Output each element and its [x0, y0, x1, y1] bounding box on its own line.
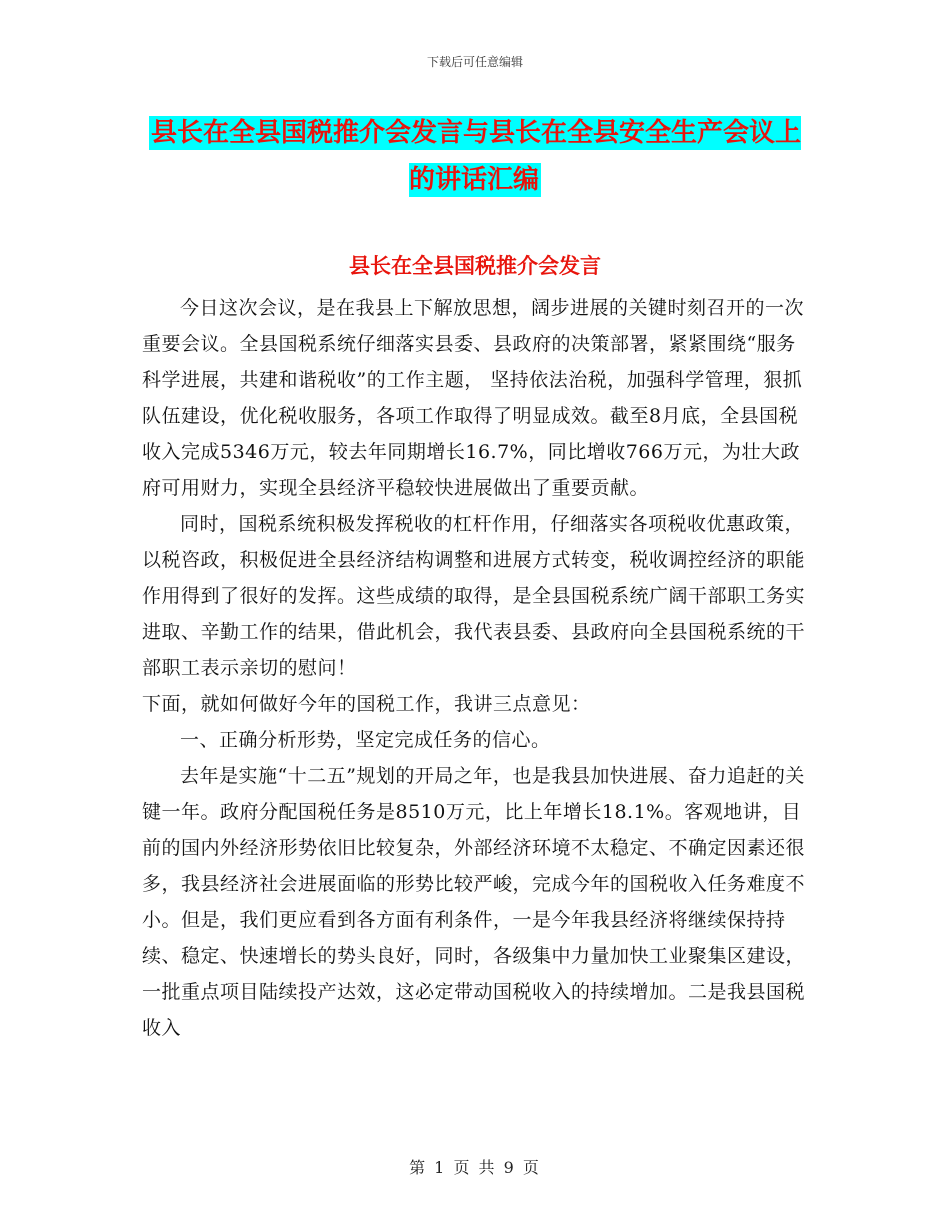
section-heading: 一、正确分析形势，坚定完成任务的信心。 [180, 729, 551, 751]
paragraph: 去年是实施“十二五”规划的开局之年，也是我县加快进展、奋力追赶的关键一年。政府分配国税任务是8510万元，比上年增长18.1%。客观地讲，目前的国内外经济形势依旧比较复杂，外部经济环境不太稳定、不确定因素还很多，我县经济社会进展面临的形势比较严峻，完成今年的国税收入任务难度不小。但是，我们更应看到各方面有利条件，一是今年我县经济将继续保持持续、稳定、快速增长的势头良好，同时，各级集中力量加快工业聚集区建设，一批重点项目陆续投产达效，这必定带动国税收入的持续增加。二是我县国税收入 [142, 765, 806, 1039]
main-title-text: 县长在全县国税推介会发言与县长在全县安全生产会议上的讲话汇编 [150, 118, 801, 195]
paragraph: 下面，就如何做好今年的国税工作，我讲三点意见： [142, 693, 591, 715]
page-number: 第 1 页 共 9 页 [409, 1158, 541, 1177]
document-body [142, 290, 810, 1046]
document-main-title [140, 110, 810, 204]
paragraph: 今日这次会议，是在我县上下解放思想，阔步进展的关键时刻召开的一次重要会议。全县国税系统仔细落实县委、县政府的决策部署，紧紧围绕“服务科学进展，共建和谐税收”的工作主题， 坚持依法治税，加强科学管理，狠抓队伍建设，优化税收服务，各项工作取得了明显成效。截至8月底，全县国税收入完成5346万元，较去年同期增长16.7%，同比增收766万元，为壮大政府可用财力，实现全县经济平稳较快进展做出了重要贡献。 [142, 297, 805, 499]
header-note: 下载后可任意编辑 [426, 55, 523, 69]
paragraph: 同时，国税系统积极发挥税收的杠杆作用，仔细落实各项税收优惠政策，以税咨政，积极促进全县经济结构调整和进展方式转变，税收调控经济的职能作用得到了很好的发挥。这些成绩的取得，是全县国税系统广阔干部职工务实进取、辛勤工作的结果，借此机会，我代表县委、县政府向全县国税系统的干部职工表示亲切的慰问！ [142, 513, 806, 679]
section-title: 县长在全县国税推介会发言 [349, 254, 601, 278]
